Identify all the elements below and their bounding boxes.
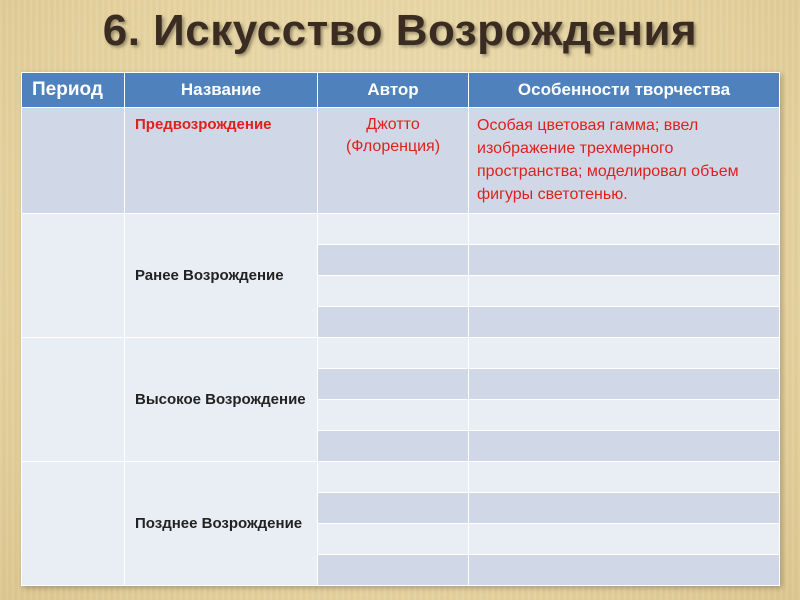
table-header-row [22, 73, 780, 108]
features-cell[interactable] [469, 555, 780, 586]
period-cell [22, 338, 125, 462]
author-cell[interactable] [318, 555, 469, 586]
renaissance-table [21, 72, 780, 586]
features-cell[interactable] [469, 214, 780, 245]
table-row [22, 214, 780, 245]
author-cell[interactable] [318, 214, 469, 245]
header-features: Особенности творчества [469, 73, 780, 108]
header-period: Период [22, 73, 125, 108]
author-cell[interactable] [318, 400, 469, 431]
name-cell: Позднее Возрождение [125, 462, 318, 586]
period-cell [22, 108, 125, 214]
features-cell[interactable] [469, 431, 780, 462]
name-cell: Ранее Возрождение [125, 214, 318, 338]
author-cell[interactable] [318, 307, 469, 338]
author-cell[interactable] [318, 524, 469, 555]
author-cell[interactable] [318, 276, 469, 307]
table-row [22, 462, 780, 493]
table-row [22, 338, 780, 369]
features-cell[interactable] [469, 462, 780, 493]
features-cell[interactable] [469, 493, 780, 524]
period-cell [22, 462, 125, 586]
features-cell[interactable] [469, 400, 780, 431]
author-cell[interactable] [318, 245, 469, 276]
author-cell[interactable] [318, 462, 469, 493]
header-author: Автор [318, 73, 469, 108]
author-cell[interactable] [318, 431, 469, 462]
period-cell [22, 214, 125, 338]
features-cell[interactable] [469, 307, 780, 338]
author-cell[interactable] [318, 369, 469, 400]
features-cell[interactable] [469, 369, 780, 400]
author-cell[interactable] [318, 493, 469, 524]
name-cell: Высокое Возрождение [125, 338, 318, 462]
features-cell[interactable] [469, 245, 780, 276]
header-name: Название [125, 73, 318, 108]
table-row [22, 108, 780, 214]
author-cell: Джотто (Флоренция) [318, 108, 469, 214]
features-cell[interactable] [469, 524, 780, 555]
slide-title: 6. Искусство Возрождения [102, 6, 698, 55]
author-cell[interactable] [318, 338, 469, 369]
features-cell[interactable] [469, 276, 780, 307]
features-cell[interactable] [469, 338, 780, 369]
name-cell: Предвозрождение [125, 108, 318, 214]
features-cell: Особая цветовая гамма; ввел изображение трехмерного пространства; моделировал объем фигуры светотенью. [469, 108, 780, 214]
